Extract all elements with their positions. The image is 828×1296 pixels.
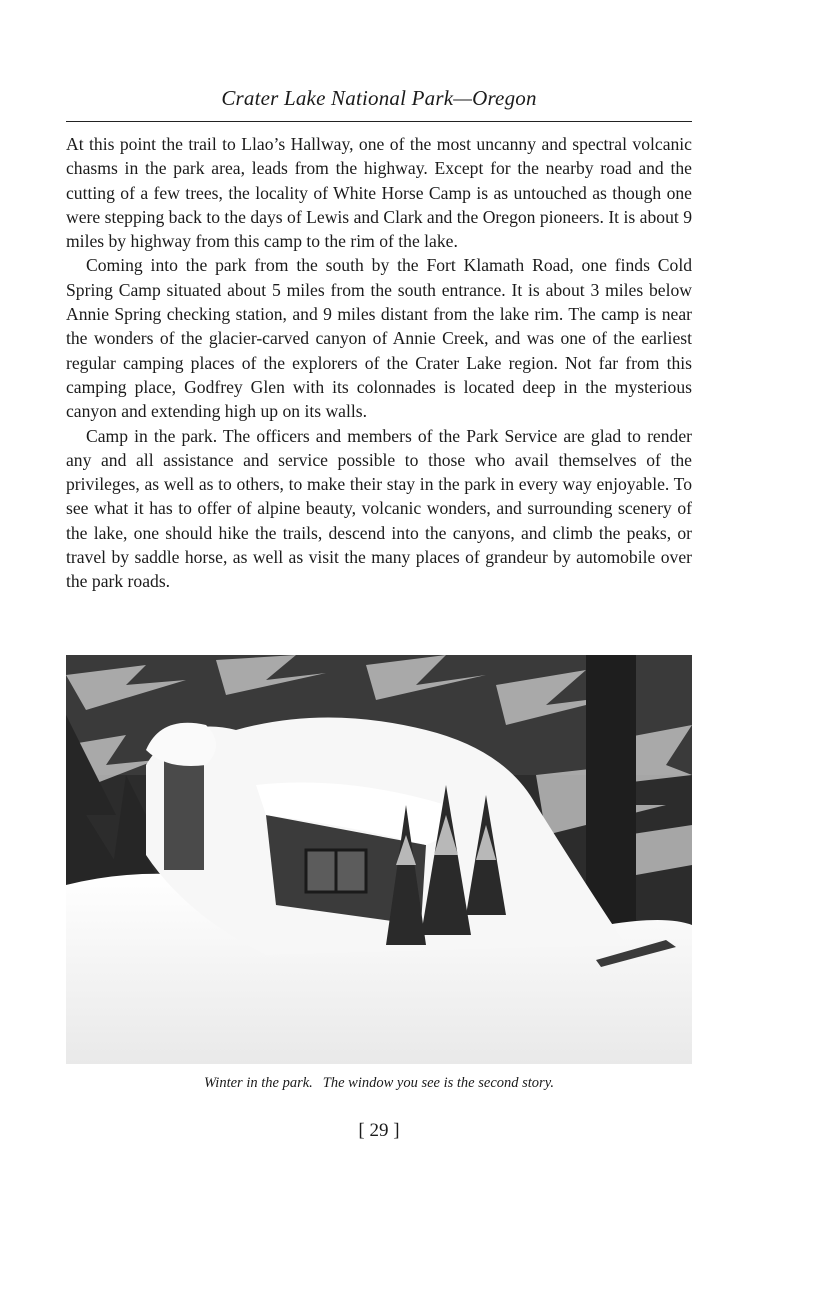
body-text <box>66 132 692 594</box>
paragraph: Camp in the park. The officers and members of the Park Service are glad to render any and all assistance and service possible to those who avail themselves of the privileges, as well as to others, to make their stay in the park in every way enjoyable. To see what it has to offer of alpine beauty, volcanic wonders, and surrounding scenery of the lake, one should hike the trails, descend into the canyons, and climb the peaks, or travel by saddle horse, as well as visit the many places of grandeur by automobile over the park roads. <box>66 425 692 592</box>
photo-illustration <box>66 655 692 1064</box>
caption-part-1: Winter in the park. <box>204 1075 313 1091</box>
caption-part-2: The window you see is the second story. <box>322 1075 554 1091</box>
paragraph: At this point the trail to Llao’s Hallway, one of the most uncanny and spectral volcanic chasms in the park area, leads from the highway. Except for the nearby road and the cutting of a few trees, the locality of White Horse Camp is as untouched as though one were stepping back to the days of Lewis and Clark and the Oregon pioneers. It is about 9 miles by highway from this camp to the rim of the lake. <box>66 134 692 252</box>
paragraph: Coming into the park from the south by the Fort Klamath Road, one finds Cold Spring Camp situated about 5 miles from the south entrance. It is about 3 miles below Annie Spring checking station, and 9 miles distant from the lake rim. The camp is near the wonders of the glacier-carved canyon of Annie Creek, and was one of the earliest regular camping places of the explorers of the Crater Lake region. Not far from this camping place, Godfrey Glen with its colonnades is located deep in the mysterious canyon and extending high up on its walls. <box>66 255 692 422</box>
photo-caption <box>66 1075 692 1092</box>
winter-cabin-photo <box>66 655 692 1064</box>
page-number: [ 29 ] <box>358 1120 400 1141</box>
header-rule <box>66 121 692 122</box>
running-head: Crater Lake National Park—Oregon <box>221 86 537 110</box>
